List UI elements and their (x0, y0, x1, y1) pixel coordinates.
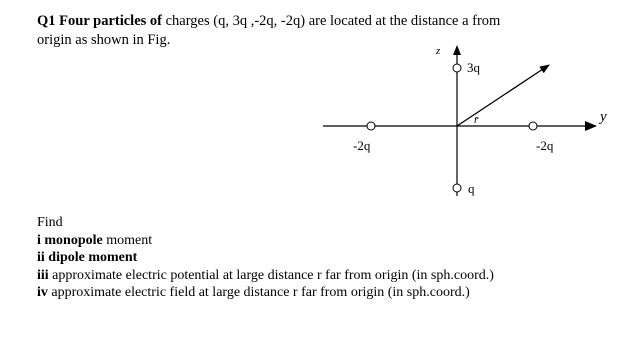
y-axis-label: y (600, 109, 607, 125)
charge-left-marker (367, 122, 375, 130)
y-axis-arrowhead (585, 121, 597, 131)
task-number: ii (37, 250, 45, 265)
task-heading: Find (37, 215, 63, 230)
z-axis-label: z (436, 45, 441, 57)
task-list (37, 214, 494, 302)
task-number: i (37, 232, 41, 248)
question-text-1: charges (q, 3q ,-2q, -2q) are located at the distance a from (165, 13, 501, 29)
charge-left-label: -2q (353, 138, 371, 153)
task-item-4 (37, 284, 494, 302)
charge-right-marker (529, 122, 537, 130)
task-number: iv (37, 285, 48, 300)
question-text-2: origin as shown in Fig. (37, 32, 171, 48)
task-bold-text: monopole (44, 232, 103, 248)
z-axis-arrowhead (453, 45, 461, 55)
task-text: approximate electric field at large distance r far from origin (in sph.coord.) (47, 285, 470, 300)
task-text: approximate electric potential at large distance r far from origin (in sph.coord.) (48, 267, 494, 283)
task-item-1 (37, 232, 494, 250)
task-text: moment (102, 232, 153, 248)
question-lead: Four particles of (59, 13, 162, 29)
vector-label: r̄ (474, 114, 479, 126)
charge-top-label: 3q (467, 60, 480, 75)
charge-bottom-marker (453, 184, 461, 192)
question-number: Q1 (37, 13, 56, 29)
task-item-2 (37, 249, 494, 267)
charge-top-marker (453, 64, 461, 72)
task-number: iii (37, 267, 49, 283)
charge-right-label: -2q (536, 138, 554, 153)
charge-bottom-label: q (468, 181, 475, 196)
task-bold-text: dipole moment (48, 250, 138, 265)
task-item-3 (37, 267, 494, 285)
